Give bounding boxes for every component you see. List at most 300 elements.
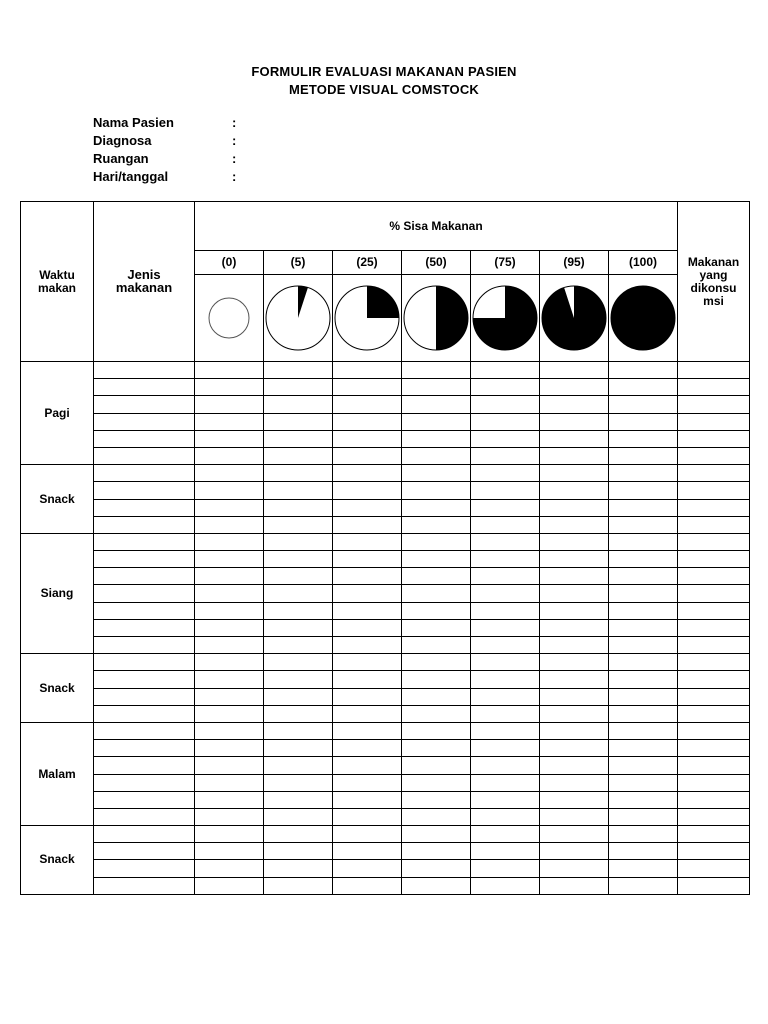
leftover-cell[interactable] xyxy=(195,688,264,705)
leftover-cell[interactable] xyxy=(471,705,540,722)
leftover-cell[interactable] xyxy=(402,396,471,413)
leftover-cell[interactable] xyxy=(471,465,540,482)
leftover-cell[interactable] xyxy=(609,396,678,413)
leftover-cell[interactable] xyxy=(264,705,333,722)
leftover-cell[interactable] xyxy=(471,826,540,843)
leftover-cell[interactable] xyxy=(333,722,402,739)
leftover-cell[interactable] xyxy=(402,533,471,550)
leftover-cell[interactable] xyxy=(333,413,402,430)
food-type-cell[interactable] xyxy=(94,860,195,877)
leftover-cell[interactable] xyxy=(402,774,471,791)
leftover-cell[interactable] xyxy=(264,447,333,464)
leftover-cell[interactable] xyxy=(195,482,264,499)
leftover-cell[interactable] xyxy=(402,619,471,636)
leftover-cell[interactable] xyxy=(195,860,264,877)
leftover-cell[interactable] xyxy=(402,654,471,671)
leftover-cell[interactable] xyxy=(609,447,678,464)
leftover-cell[interactable] xyxy=(195,413,264,430)
leftover-cell[interactable] xyxy=(264,826,333,843)
leftover-cell[interactable] xyxy=(333,705,402,722)
leftover-cell[interactable] xyxy=(264,671,333,688)
leftover-cell[interactable] xyxy=(540,808,609,825)
food-type-cell[interactable] xyxy=(94,430,195,447)
leftover-cell[interactable] xyxy=(402,791,471,808)
leftover-cell[interactable] xyxy=(609,688,678,705)
leftover-cell[interactable] xyxy=(471,430,540,447)
leftover-cell[interactable] xyxy=(264,637,333,654)
leftover-cell[interactable] xyxy=(540,722,609,739)
field-diagnosa xyxy=(93,131,242,149)
consumed-cell[interactable] xyxy=(678,379,750,396)
consumed-cell[interactable] xyxy=(678,826,750,843)
consumed-cell[interactable] xyxy=(678,602,750,619)
leftover-cell[interactable] xyxy=(471,774,540,791)
food-type-cell[interactable] xyxy=(94,585,195,602)
consumed-cell[interactable] xyxy=(678,482,750,499)
leftover-cell[interactable] xyxy=(264,413,333,430)
leftover-cell[interactable] xyxy=(333,585,402,602)
leftover-cell[interactable] xyxy=(540,465,609,482)
leftover-cell[interactable] xyxy=(609,808,678,825)
leftover-cell[interactable] xyxy=(264,688,333,705)
leftover-cell[interactable] xyxy=(333,860,402,877)
leftover-cell[interactable] xyxy=(333,637,402,654)
leftover-cell[interactable] xyxy=(471,551,540,568)
food-type-cell[interactable] xyxy=(94,619,195,636)
leftover-cell[interactable] xyxy=(402,671,471,688)
leftover-cell[interactable] xyxy=(195,533,264,550)
leftover-cell[interactable] xyxy=(471,808,540,825)
leftover-cell[interactable] xyxy=(471,447,540,464)
leftover-cell[interactable] xyxy=(609,568,678,585)
consumed-cell[interactable] xyxy=(678,396,750,413)
leftover-cell[interactable] xyxy=(333,757,402,774)
percent-header xyxy=(402,251,471,275)
leftover-cell[interactable] xyxy=(264,585,333,602)
leftover-cell[interactable] xyxy=(195,757,264,774)
leftover-cell[interactable] xyxy=(264,362,333,379)
food-type-cell[interactable] xyxy=(94,499,195,516)
leftover-cell[interactable] xyxy=(402,808,471,825)
consumed-cell[interactable] xyxy=(678,568,750,585)
leftover-cell[interactable] xyxy=(195,671,264,688)
table-row xyxy=(21,722,750,739)
leftover-cell[interactable] xyxy=(540,654,609,671)
food-type-cell[interactable] xyxy=(94,826,195,843)
leftover-cell[interactable] xyxy=(195,740,264,757)
leftover-cell[interactable] xyxy=(264,722,333,739)
consumed-cell[interactable] xyxy=(678,516,750,533)
food-type-cell[interactable] xyxy=(94,447,195,464)
leftover-cell[interactable] xyxy=(540,843,609,860)
leftover-cell[interactable] xyxy=(195,551,264,568)
leftover-cell[interactable] xyxy=(540,379,609,396)
leftover-cell[interactable] xyxy=(540,791,609,808)
leftover-cell[interactable] xyxy=(195,447,264,464)
consumed-cell[interactable] xyxy=(678,499,750,516)
leftover-cell[interactable] xyxy=(333,362,402,379)
leftover-cell[interactable] xyxy=(264,654,333,671)
leftover-cell[interactable] xyxy=(402,516,471,533)
leftover-cell[interactable] xyxy=(195,585,264,602)
leftover-cell[interactable] xyxy=(195,654,264,671)
consumed-cell[interactable] xyxy=(678,860,750,877)
leftover-cell[interactable] xyxy=(540,533,609,550)
leftover-cell[interactable] xyxy=(609,860,678,877)
leftover-cell[interactable] xyxy=(264,740,333,757)
leftover-cell[interactable] xyxy=(402,877,471,894)
consumed-cell[interactable] xyxy=(678,362,750,379)
table-row xyxy=(21,757,750,774)
leftover-cell[interactable] xyxy=(195,430,264,447)
food-type-cell[interactable] xyxy=(94,396,195,413)
leftover-cell[interactable] xyxy=(333,619,402,636)
leftover-cell[interactable] xyxy=(402,826,471,843)
leftover-cell[interactable] xyxy=(540,826,609,843)
leftover-cell[interactable] xyxy=(264,430,333,447)
food-type-cell[interactable] xyxy=(94,757,195,774)
leftover-cell[interactable] xyxy=(609,654,678,671)
leftover-cell[interactable] xyxy=(402,705,471,722)
leftover-cell[interactable] xyxy=(471,688,540,705)
food-type-cell[interactable] xyxy=(94,413,195,430)
table-row xyxy=(21,602,750,619)
form-subtitle: METODE VISUAL COMSTOCK xyxy=(288,82,480,97)
leftover-cell[interactable] xyxy=(333,808,402,825)
header-jenis-makanan xyxy=(94,202,195,362)
leftover-cell[interactable] xyxy=(609,619,678,636)
food-type-cell[interactable] xyxy=(94,791,195,808)
leftover-cell[interactable] xyxy=(333,877,402,894)
leftover-cell[interactable] xyxy=(609,551,678,568)
leftover-cell[interactable] xyxy=(333,826,402,843)
leftover-cell[interactable] xyxy=(195,877,264,894)
leftover-cell[interactable] xyxy=(471,637,540,654)
leftover-cell[interactable] xyxy=(540,637,609,654)
leftover-cell[interactable] xyxy=(540,860,609,877)
leftover-cell[interactable] xyxy=(333,688,402,705)
leftover-cell[interactable] xyxy=(333,430,402,447)
leftover-cell[interactable] xyxy=(540,705,609,722)
food-type-cell[interactable] xyxy=(94,551,195,568)
table-row xyxy=(21,362,750,379)
consumed-cell[interactable] xyxy=(678,637,750,654)
leftover-cell[interactable] xyxy=(333,568,402,585)
food-type-cell[interactable] xyxy=(94,774,195,791)
leftover-cell[interactable] xyxy=(609,482,678,499)
leftover-cell[interactable] xyxy=(264,499,333,516)
leftover-cell[interactable] xyxy=(264,791,333,808)
leftover-cell[interactable] xyxy=(264,516,333,533)
leftover-cell[interactable] xyxy=(471,740,540,757)
leftover-cell[interactable] xyxy=(471,533,540,550)
leftover-cell[interactable] xyxy=(195,396,264,413)
food-type-cell[interactable] xyxy=(94,671,195,688)
consumed-cell[interactable] xyxy=(678,791,750,808)
leftover-cell[interactable] xyxy=(264,774,333,791)
leftover-cell[interactable] xyxy=(609,757,678,774)
food-type-cell[interactable] xyxy=(94,688,195,705)
leftover-cell[interactable] xyxy=(471,860,540,877)
leftover-cell[interactable] xyxy=(609,602,678,619)
consumed-cell[interactable] xyxy=(678,740,750,757)
leftover-cell[interactable] xyxy=(471,654,540,671)
leftover-cell[interactable] xyxy=(609,430,678,447)
leftover-cell[interactable] xyxy=(609,740,678,757)
food-type-cell[interactable] xyxy=(94,465,195,482)
consumed-cell[interactable] xyxy=(678,722,750,739)
food-type-cell[interactable] xyxy=(94,877,195,894)
leftover-cell[interactable] xyxy=(333,671,402,688)
food-type-cell[interactable] xyxy=(94,740,195,757)
food-type-cell[interactable] xyxy=(94,843,195,860)
leftover-cell[interactable] xyxy=(264,877,333,894)
food-type-cell[interactable] xyxy=(94,654,195,671)
consumed-cell[interactable] xyxy=(678,843,750,860)
leftover-cell[interactable] xyxy=(264,533,333,550)
leftover-cell[interactable] xyxy=(195,465,264,482)
leftover-cell[interactable] xyxy=(471,877,540,894)
leftover-cell[interactable] xyxy=(333,465,402,482)
leftover-cell[interactable] xyxy=(264,602,333,619)
leftover-cell[interactable] xyxy=(540,516,609,533)
leftover-cell[interactable] xyxy=(471,413,540,430)
leftover-cell[interactable] xyxy=(333,551,402,568)
leftover-cell[interactable] xyxy=(402,447,471,464)
consumed-cell[interactable] xyxy=(678,705,750,722)
food-type-cell[interactable] xyxy=(94,516,195,533)
leftover-cell[interactable] xyxy=(471,722,540,739)
consumed-cell[interactable] xyxy=(678,808,750,825)
leftover-cell[interactable] xyxy=(402,465,471,482)
consumed-cell[interactable] xyxy=(678,465,750,482)
leftover-cell[interactable] xyxy=(471,602,540,619)
consumed-cell[interactable] xyxy=(678,654,750,671)
leftover-cell[interactable] xyxy=(540,602,609,619)
leftover-cell[interactable] xyxy=(195,808,264,825)
leftover-cell[interactable] xyxy=(540,551,609,568)
leftover-cell[interactable] xyxy=(333,379,402,396)
leftover-cell[interactable] xyxy=(264,465,333,482)
leftover-cell[interactable] xyxy=(195,705,264,722)
leftover-cell[interactable] xyxy=(609,499,678,516)
leftover-cell[interactable] xyxy=(195,826,264,843)
leftover-cell[interactable] xyxy=(609,791,678,808)
leftover-cell[interactable] xyxy=(333,396,402,413)
leftover-cell[interactable] xyxy=(402,362,471,379)
leftover-cell[interactable] xyxy=(195,379,264,396)
food-type-cell[interactable] xyxy=(94,722,195,739)
leftover-cell[interactable] xyxy=(195,843,264,860)
meal-time-cell xyxy=(21,722,94,825)
leftover-cell[interactable] xyxy=(402,637,471,654)
table-row xyxy=(21,654,750,671)
leftover-cell[interactable] xyxy=(471,757,540,774)
leftover-cell[interactable] xyxy=(471,362,540,379)
leftover-cell[interactable] xyxy=(540,774,609,791)
leftover-cell[interactable] xyxy=(402,585,471,602)
leftover-cell[interactable] xyxy=(402,860,471,877)
leftover-cell[interactable] xyxy=(333,740,402,757)
consumed-cell[interactable] xyxy=(678,688,750,705)
leftover-cell[interactable] xyxy=(471,482,540,499)
leftover-cell[interactable] xyxy=(609,774,678,791)
leftover-cell[interactable] xyxy=(609,585,678,602)
leftover-cell[interactable] xyxy=(471,843,540,860)
leftover-cell[interactable] xyxy=(540,362,609,379)
table-row xyxy=(21,774,750,791)
leftover-cell[interactable] xyxy=(402,722,471,739)
leftover-cell[interactable] xyxy=(471,379,540,396)
leftover-cell[interactable] xyxy=(333,843,402,860)
leftover-cell[interactable] xyxy=(264,379,333,396)
leftover-cell[interactable] xyxy=(333,482,402,499)
field-nama-pasien xyxy=(93,113,242,131)
leftover-cell[interactable] xyxy=(264,568,333,585)
leftover-cell[interactable] xyxy=(540,396,609,413)
food-type-cell[interactable] xyxy=(94,602,195,619)
table-row xyxy=(21,688,750,705)
leftover-cell[interactable] xyxy=(540,757,609,774)
leftover-cell[interactable] xyxy=(333,774,402,791)
table-row xyxy=(21,430,750,447)
leftover-cell[interactable] xyxy=(540,499,609,516)
food-type-cell[interactable] xyxy=(94,379,195,396)
leftover-cell[interactable] xyxy=(540,447,609,464)
leftover-cell[interactable] xyxy=(609,843,678,860)
food-type-cell[interactable] xyxy=(94,533,195,550)
leftover-cell[interactable] xyxy=(195,568,264,585)
leftover-cell[interactable] xyxy=(471,791,540,808)
food-type-cell[interactable] xyxy=(94,637,195,654)
leftover-cell[interactable] xyxy=(609,671,678,688)
leftover-cell[interactable] xyxy=(471,568,540,585)
field-colon: : xyxy=(232,168,237,184)
leftover-cell[interactable] xyxy=(195,602,264,619)
leftover-cell[interactable] xyxy=(609,379,678,396)
leftover-cell[interactable] xyxy=(402,740,471,757)
leftover-cell[interactable] xyxy=(264,551,333,568)
leftover-cell[interactable] xyxy=(264,860,333,877)
meal-time-cell xyxy=(21,362,94,465)
leftover-cell[interactable] xyxy=(402,757,471,774)
consumed-cell[interactable] xyxy=(678,447,750,464)
leftover-cell[interactable] xyxy=(195,722,264,739)
consumed-cell[interactable] xyxy=(678,551,750,568)
leftover-cell[interactable] xyxy=(540,482,609,499)
leftover-cell[interactable] xyxy=(540,688,609,705)
pie-cell xyxy=(540,275,609,362)
leftover-cell[interactable] xyxy=(333,654,402,671)
consumed-cell[interactable] xyxy=(678,877,750,894)
leftover-cell[interactable] xyxy=(195,362,264,379)
leftover-cell[interactable] xyxy=(333,602,402,619)
leftover-cell[interactable] xyxy=(609,465,678,482)
leftover-cell[interactable] xyxy=(471,396,540,413)
leftover-cell[interactable] xyxy=(264,757,333,774)
leftover-cell[interactable] xyxy=(264,619,333,636)
leftover-cell[interactable] xyxy=(471,671,540,688)
table-row xyxy=(21,843,750,860)
food-type-cell[interactable] xyxy=(94,568,195,585)
leftover-cell[interactable] xyxy=(402,482,471,499)
leftover-cell[interactable] xyxy=(540,430,609,447)
leftover-cell[interactable] xyxy=(609,705,678,722)
leftover-cell[interactable] xyxy=(609,826,678,843)
food-type-cell[interactable] xyxy=(94,808,195,825)
leftover-cell[interactable] xyxy=(264,482,333,499)
leftover-cell[interactable] xyxy=(195,619,264,636)
leftover-cell[interactable] xyxy=(540,740,609,757)
leftover-cell[interactable] xyxy=(402,551,471,568)
consumed-cell[interactable] xyxy=(678,757,750,774)
leftover-cell[interactable] xyxy=(609,533,678,550)
consumed-cell[interactable] xyxy=(678,619,750,636)
leftover-cell[interactable] xyxy=(402,430,471,447)
food-type-cell[interactable] xyxy=(94,362,195,379)
leftover-cell[interactable] xyxy=(195,499,264,516)
leftover-cell[interactable] xyxy=(609,516,678,533)
leftover-cell[interactable] xyxy=(333,499,402,516)
leftover-cell[interactable] xyxy=(333,516,402,533)
leftover-cell[interactable] xyxy=(402,602,471,619)
leftover-cell[interactable] xyxy=(609,413,678,430)
leftover-cell[interactable] xyxy=(609,722,678,739)
leftover-cell[interactable] xyxy=(609,637,678,654)
leftover-cell[interactable] xyxy=(402,568,471,585)
leftover-cell[interactable] xyxy=(195,774,264,791)
leftover-cell[interactable] xyxy=(540,619,609,636)
leftover-cell[interactable] xyxy=(540,413,609,430)
header-jenis-label: Jenis makanan xyxy=(115,267,173,295)
food-type-cell[interactable] xyxy=(94,705,195,722)
leftover-cell[interactable] xyxy=(471,619,540,636)
leftover-cell[interactable] xyxy=(402,379,471,396)
table-row xyxy=(21,551,750,568)
leftover-cell[interactable] xyxy=(540,671,609,688)
leftover-cell[interactable] xyxy=(471,499,540,516)
leftover-cell[interactable] xyxy=(540,877,609,894)
leftover-cell[interactable] xyxy=(264,808,333,825)
consumed-cell[interactable] xyxy=(678,533,750,550)
leftover-cell[interactable] xyxy=(264,843,333,860)
leftover-cell[interactable] xyxy=(333,533,402,550)
leftover-cell[interactable] xyxy=(195,516,264,533)
leftover-cell[interactable] xyxy=(333,791,402,808)
leftover-cell[interactable] xyxy=(402,413,471,430)
field-label: Diagnosa xyxy=(93,132,152,148)
leftover-cell[interactable] xyxy=(609,877,678,894)
leftover-cell[interactable] xyxy=(264,396,333,413)
consumed-cell[interactable] xyxy=(678,671,750,688)
consumed-cell[interactable] xyxy=(678,774,750,791)
leftover-cell[interactable] xyxy=(402,499,471,516)
leftover-cell[interactable] xyxy=(402,688,471,705)
leftover-cell[interactable] xyxy=(333,447,402,464)
consumed-cell[interactable] xyxy=(678,585,750,602)
leftover-cell[interactable] xyxy=(609,362,678,379)
leftover-cell[interactable] xyxy=(402,843,471,860)
leftover-cell[interactable] xyxy=(195,637,264,654)
consumed-cell[interactable] xyxy=(678,430,750,447)
leftover-cell[interactable] xyxy=(195,791,264,808)
food-type-cell[interactable] xyxy=(94,482,195,499)
leftover-cell[interactable] xyxy=(540,568,609,585)
leftover-cell[interactable] xyxy=(471,585,540,602)
leftover-cell[interactable] xyxy=(540,585,609,602)
consumed-cell[interactable] xyxy=(678,413,750,430)
leftover-cell[interactable] xyxy=(471,516,540,533)
